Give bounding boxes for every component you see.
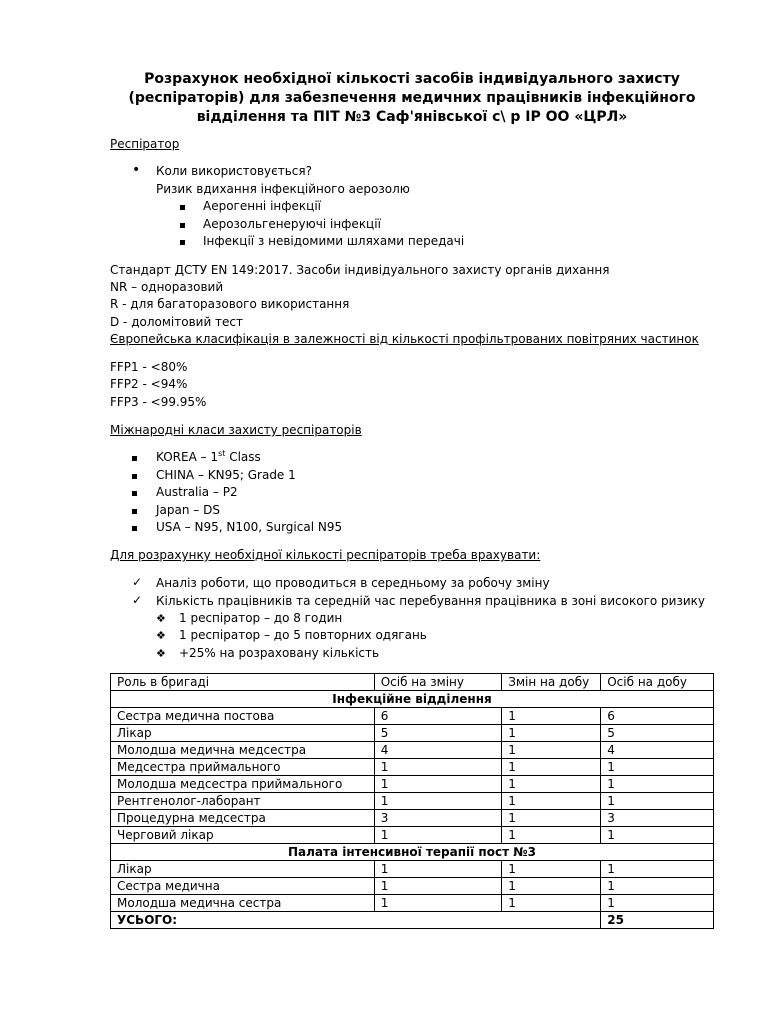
- cell-per-day: 1: [601, 776, 714, 793]
- total-row: [111, 912, 714, 929]
- cell-per-shift: 6: [374, 708, 502, 725]
- standard-r: R - для багаторазового використання: [110, 297, 350, 311]
- diamond-item: +25% на розраховану кількість: [179, 646, 380, 660]
- risk-item: Аерогенні інфекції: [203, 199, 321, 213]
- table-row: [111, 742, 714, 759]
- cell-shifts: 1: [502, 793, 601, 810]
- square-bullet-icon: [180, 234, 185, 249]
- cell-shifts: 1: [502, 742, 601, 759]
- table-header-row: [111, 674, 714, 691]
- intl-korea: KOREA – 1st Class: [156, 449, 261, 464]
- cell-shifts: 1: [502, 878, 601, 895]
- header-per-shift: Осіб на зміну: [374, 674, 502, 691]
- cell-per-day: 1: [601, 878, 714, 895]
- cell-shifts: 1: [502, 861, 601, 878]
- cell-role: Медсестра приймального: [111, 759, 375, 776]
- cell-role: Молодша медсестра приймального: [111, 776, 375, 793]
- section-infectious-ward: Інфекційне відділення: [111, 691, 714, 708]
- square-bullet-icon: [132, 485, 137, 500]
- square-bullet-icon: [180, 199, 185, 214]
- cell-per-shift: 3: [374, 810, 502, 827]
- intl-classes-heading: Міжнародні класи захисту респіраторів: [110, 423, 362, 437]
- cell-role: Лікар: [111, 861, 375, 878]
- ffp1: FFP1 - <80%: [110, 360, 188, 374]
- diamond-item: 1 респіратор – до 5 повторних одягань: [179, 628, 427, 642]
- risk-item: Інфекції з невідомими шляхами передачі: [203, 234, 465, 248]
- cell-per-shift: 1: [374, 776, 502, 793]
- cell-per-shift: 1: [374, 878, 502, 895]
- table-row: [111, 793, 714, 810]
- cell-per-shift: 1: [374, 827, 502, 844]
- standard-nr: NR – одноразовий: [110, 280, 224, 294]
- cell-per-shift: 1: [374, 861, 502, 878]
- total-value: 25: [601, 912, 714, 929]
- cell-shifts: 1: [502, 725, 601, 742]
- cell-per-day: 1: [601, 861, 714, 878]
- header-shifts-per-day: Змін на добу: [502, 674, 601, 691]
- cell-shifts: 1: [502, 759, 601, 776]
- diamond-bullet-icon: ❖: [156, 647, 166, 660]
- table-row: [111, 708, 714, 725]
- check-item: Кількість працівників та середній час перебування працівника в зоні високого ризику: [156, 594, 705, 608]
- diamond-bullet-icon: ❖: [156, 612, 166, 625]
- header-per-day: Осіб на добу: [601, 674, 714, 691]
- section-row: [111, 844, 714, 861]
- section-row: [111, 691, 714, 708]
- cell-role: Сестра медична постова: [111, 708, 375, 725]
- cell-per-day: 5: [601, 725, 714, 742]
- table-row: [111, 895, 714, 912]
- cell-role: Процедурна медсестра: [111, 810, 375, 827]
- risk-line: Ризик вдихання інфекційного аерозолю: [156, 182, 410, 196]
- cell-shifts: 1: [502, 810, 601, 827]
- square-bullet-icon: [180, 217, 185, 232]
- table-row: [111, 776, 714, 793]
- cell-per-shift: 1: [374, 895, 502, 912]
- table-row: [111, 810, 714, 827]
- cell-role: Рентгенолог-лаборант: [111, 793, 375, 810]
- cell-role: Молодша медична медсестра: [111, 742, 375, 759]
- section-icu-post-3: Палата інтенсивної терапії пост №3: [111, 844, 714, 861]
- table-row: [111, 878, 714, 895]
- intl-class: USA – N95, N100, Surgical N95: [156, 520, 343, 534]
- cell-per-shift: 5: [374, 725, 502, 742]
- cell-per-day: 6: [601, 708, 714, 725]
- eu-classification-heading: Європейська класифікація в залежності від кількості профільтрованих повітряних частинок: [110, 332, 699, 346]
- cell-shifts: 1: [502, 895, 601, 912]
- cell-per-shift: 1: [374, 793, 502, 810]
- checkmark-icon: ✓: [132, 593, 143, 607]
- cell-per-shift: 1: [374, 759, 502, 776]
- square-bullet-icon: [132, 520, 137, 535]
- cell-role: Сестра медична: [111, 878, 375, 895]
- diamond-bullet-icon: ❖: [156, 629, 166, 642]
- checkmark-icon: ✓: [132, 575, 143, 589]
- cell-per-day: 1: [601, 793, 714, 810]
- table-row: [111, 725, 714, 742]
- cell-per-day: 1: [601, 895, 714, 912]
- standard-line: Стандарт ДСТУ EN 149:2017. Засоби індивідуального захисту органів дихання: [110, 263, 610, 277]
- check-item: Аналіз роботи, що проводиться в середньому за робочу зміну: [156, 576, 550, 590]
- intl-class: CHINA – KN95; Grade 1: [156, 468, 296, 482]
- cell-shifts: 1: [502, 776, 601, 793]
- cell-per-shift: 4: [374, 742, 502, 759]
- ffp2: FFP2 - <94%: [110, 377, 188, 391]
- cell-role: Лікар: [111, 725, 375, 742]
- document-title: Розрахунок необхідної кількості засобів індивідуального захисту (респіраторів) для забезпечення медичних працівників інфекційного відділення та ПІТ №3 Саф'янівської с\ р ІР ОО «ЦРЛ»: [128, 71, 696, 125]
- square-bullet-icon: [132, 450, 137, 465]
- table-row: [111, 759, 714, 776]
- cell-per-day: 1: [601, 827, 714, 844]
- cell-per-day: 1: [601, 759, 714, 776]
- cell-per-day: 4: [601, 742, 714, 759]
- square-bullet-icon: [132, 468, 137, 483]
- intl-class: Australia – P2: [156, 485, 238, 499]
- total-label: УСЬОГО:: [111, 912, 601, 929]
- table-row: [111, 827, 714, 844]
- diamond-item: 1 респіратор – до 8 годин: [179, 611, 343, 625]
- when-used-question: Коли використовується?: [156, 164, 312, 178]
- header-role: Роль в бригаді: [111, 674, 375, 691]
- cell-role: Черговий лікар: [111, 827, 375, 844]
- risk-item: Аерозольгенеруючі інфекції: [203, 217, 381, 231]
- standard-d: D - доломітовий тест: [110, 315, 244, 329]
- table-row: [111, 861, 714, 878]
- ffp3: FFP3 - <99.95%: [110, 395, 207, 409]
- cell-role: Молодша медична сестра: [111, 895, 375, 912]
- bullet-dot-icon: •: [132, 162, 141, 178]
- cell-shifts: 1: [502, 708, 601, 725]
- respirator-heading: Респіратор: [110, 137, 180, 151]
- respirator-calculation-table: [110, 673, 714, 929]
- square-bullet-icon: [132, 503, 137, 518]
- cell-per-day: 3: [601, 810, 714, 827]
- intl-class: Japan – DS: [156, 503, 220, 517]
- cell-shifts: 1: [502, 827, 601, 844]
- calc-heading: Для розрахунку необхідної кількості респіраторів треба врахувати:: [110, 548, 541, 562]
